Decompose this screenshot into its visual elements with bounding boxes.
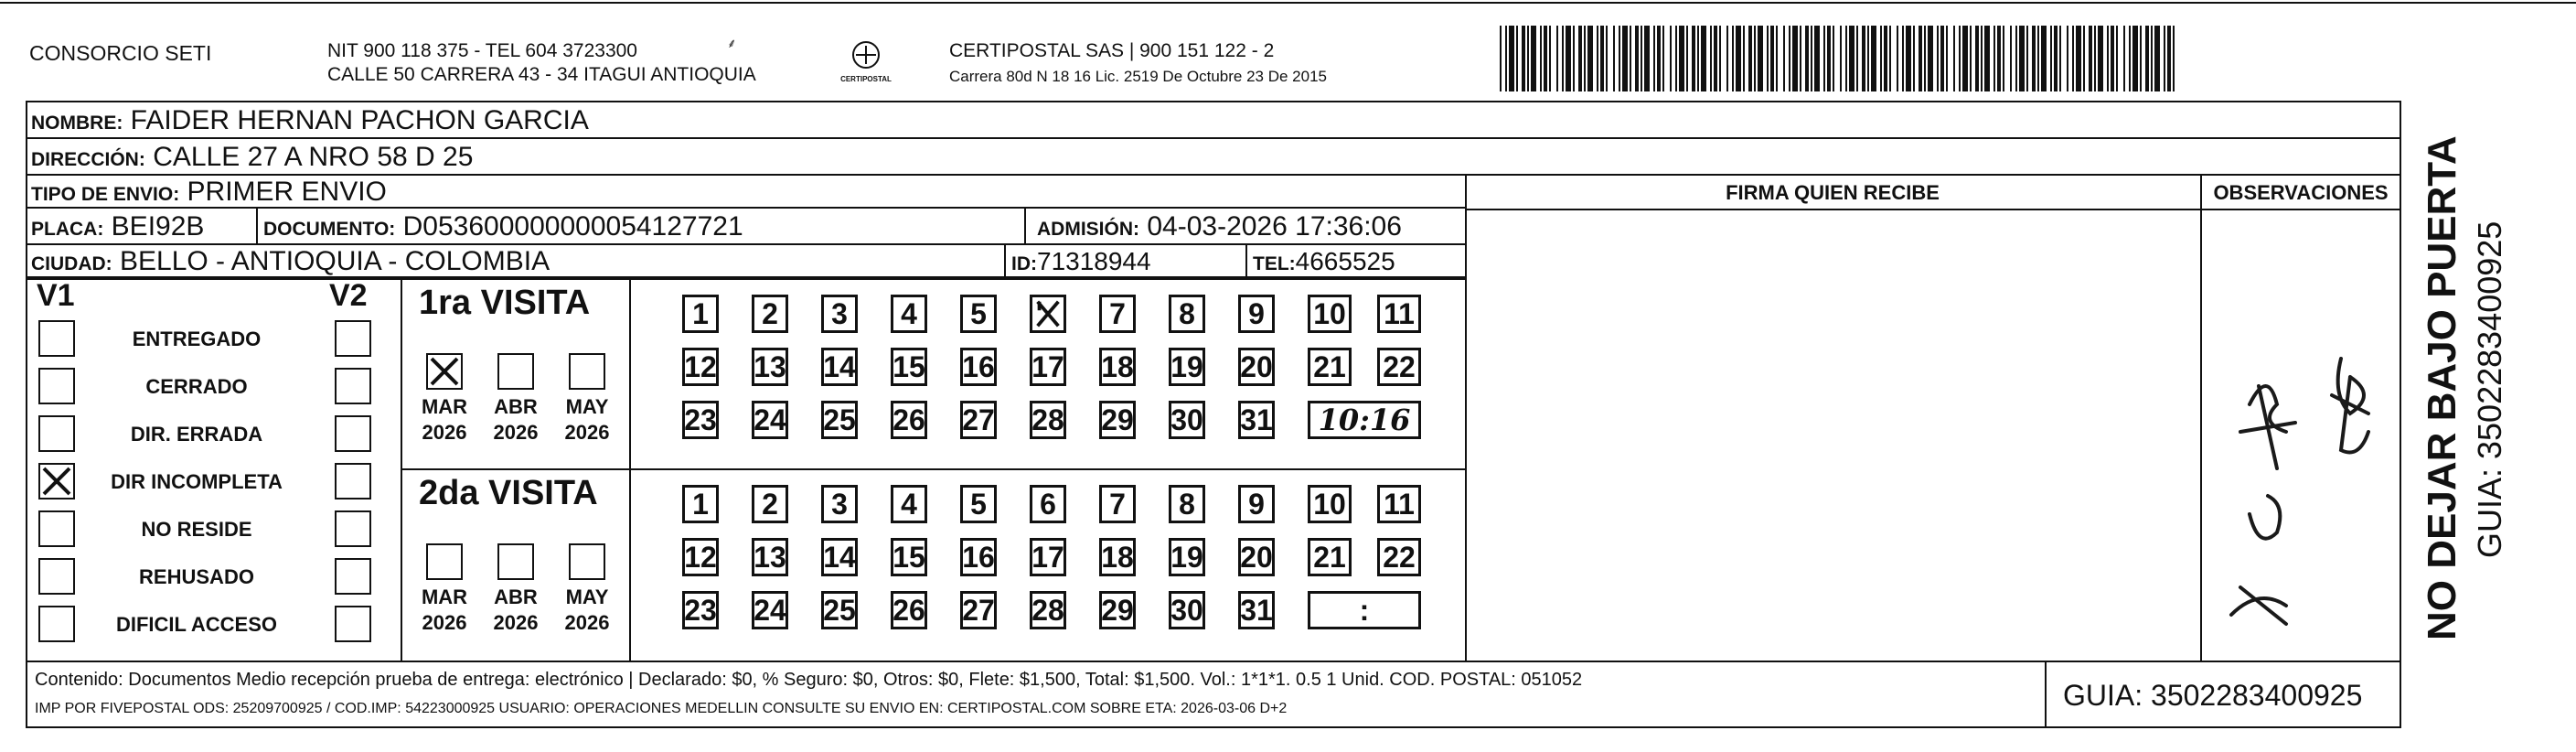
day-box[interactable] — [821, 348, 858, 386]
v1-checkbox[interactable] — [38, 415, 75, 452]
observaciones-header: OBSERVACIONES — [2213, 181, 2389, 204]
day-box[interactable] — [1030, 401, 1066, 439]
year-label: 2026 — [564, 421, 610, 444]
status-option-label: NO RESIDE — [141, 518, 252, 541]
month-label: ABR — [494, 395, 538, 418]
day-number: 26 — [893, 594, 925, 627]
documento-cell — [256, 209, 743, 245]
day-box[interactable] — [891, 538, 927, 576]
month-checkbox[interactable] — [426, 353, 463, 390]
row-nombre — [27, 102, 2400, 139]
day-box[interactable] — [752, 348, 788, 386]
day-number: 13 — [754, 350, 786, 383]
v1-checkbox[interactable] — [38, 558, 75, 595]
day-box[interactable] — [1238, 295, 1275, 333]
v2-checkbox[interactable] — [335, 463, 371, 500]
day-box[interactable] — [682, 295, 719, 333]
company-name: CONSORCIO SETI — [29, 41, 212, 65]
v2-label: V2 — [329, 278, 368, 313]
month-checkbox[interactable] — [569, 543, 605, 580]
tel-value: 4665525 — [1295, 247, 1395, 275]
nombre-value: FAIDER HERNAN PACHON GARCIA — [130, 105, 589, 135]
day-number: 20 — [1240, 541, 1273, 574]
ciudad-label: CIUDAD: — [31, 253, 112, 274]
status-option-label: DIR. ERRADA — [130, 423, 263, 446]
admision-cell — [1024, 209, 1402, 245]
year-label: 2026 — [564, 611, 610, 634]
id-label: ID: — [1011, 253, 1037, 274]
logo-text: CERTIPOSTAL — [840, 75, 892, 83]
time-box[interactable] — [1308, 401, 1421, 439]
day-number: 24 — [754, 594, 786, 627]
day-number: 19 — [1170, 350, 1203, 383]
footer-rule — [27, 661, 2400, 662]
day-number: 26 — [893, 403, 925, 436]
certipostal-logo — [834, 38, 898, 90]
v2-checkbox[interactable] — [335, 606, 371, 642]
v2-checkbox[interactable] — [335, 320, 371, 357]
day-number: 9 — [1248, 488, 1265, 521]
month-checkbox[interactable] — [426, 543, 463, 580]
day-box[interactable] — [752, 401, 788, 439]
day-number: 1 — [692, 488, 709, 521]
day-box[interactable] — [1238, 591, 1275, 629]
day-number: 15 — [893, 541, 925, 574]
day-box[interactable] — [1308, 538, 1352, 576]
day-number: 18 — [1101, 541, 1134, 574]
side-guia: GUIA: 3502283400925 — [2471, 220, 2508, 558]
day-box[interactable] — [1238, 485, 1275, 523]
month-label: MAR — [421, 395, 468, 418]
v1-checkbox[interactable] — [38, 463, 75, 500]
day-number: 12 — [684, 541, 717, 574]
documento-label: DOCUMENTO: — [263, 219, 396, 240]
day-box[interactable] — [752, 295, 788, 333]
status-option-label: REHUSADO — [139, 565, 254, 588]
day-number: 31 — [1240, 594, 1273, 627]
day-box[interactable] — [752, 591, 788, 629]
placa-label: PLACA: — [31, 219, 104, 240]
day-box[interactable] — [1308, 295, 1352, 333]
year-label: 2026 — [493, 611, 539, 634]
day-box[interactable] — [1238, 348, 1275, 386]
day-number: 16 — [962, 350, 995, 383]
day-box[interactable] — [1169, 591, 1205, 629]
year-label: 2026 — [493, 421, 539, 444]
day-box[interactable] — [1169, 538, 1205, 576]
admision-label: ADMISIÓN: — [1037, 219, 1139, 240]
tipo-label: TIPO DE ENVIO: — [31, 184, 180, 205]
month-checkbox[interactable] — [497, 353, 534, 390]
day-number: 29 — [1101, 594, 1134, 627]
day-box[interactable] — [1377, 348, 1421, 386]
year-label: 2026 — [422, 421, 467, 444]
day-box[interactable] — [891, 348, 927, 386]
day-box[interactable] — [1099, 295, 1136, 333]
day-box-marked[interactable] — [1030, 295, 1066, 333]
v1-checkbox[interactable] — [38, 320, 75, 357]
day-number: 16 — [962, 541, 995, 574]
day-number: 8 — [1179, 297, 1195, 330]
footer-guia: GUIA: 3502283400925 — [2063, 679, 2363, 712]
main-frame — [26, 101, 2401, 728]
small-mark-icon: ⸙ — [727, 36, 737, 50]
direccion-label: DIRECCIÓN: — [31, 149, 145, 170]
row-tipo — [27, 176, 1465, 209]
day-number: 2 — [762, 297, 778, 330]
day-box[interactable] — [682, 485, 719, 523]
day-number: 3 — [831, 488, 848, 521]
day-number: 29 — [1101, 403, 1134, 436]
day-number: 25 — [823, 403, 856, 436]
day-box[interactable] — [1099, 485, 1136, 523]
id-cell — [1004, 245, 1151, 278]
year-label: 2026 — [422, 611, 467, 634]
day-box[interactable] — [1308, 348, 1352, 386]
direccion-value: CALLE 27 A NRO 58 D 25 — [153, 142, 474, 172]
day-number: 8 — [1179, 488, 1195, 521]
day-box[interactable] — [1030, 485, 1066, 523]
visit-title: 1ra VISITA — [419, 284, 591, 322]
day-number: 15 — [893, 350, 925, 383]
firma-divider — [1465, 176, 1467, 661]
day-box[interactable] — [960, 538, 997, 576]
day-box[interactable] — [1099, 538, 1136, 576]
day-box[interactable] — [821, 295, 858, 333]
day-number: 13 — [754, 541, 786, 574]
day-number: 11 — [1384, 297, 1415, 330]
v2-checkbox[interactable] — [335, 558, 371, 595]
day-number: 9 — [1248, 297, 1265, 330]
day-number: 2 — [762, 488, 778, 521]
tel-cell — [1245, 245, 1395, 278]
day-box[interactable] — [891, 401, 927, 439]
day-number: 20 — [1240, 350, 1273, 383]
day-number: 21 — [1313, 541, 1346, 574]
day-number: 27 — [962, 594, 995, 627]
placa-value: BEI92B — [111, 211, 205, 242]
v1-label: V1 — [37, 278, 75, 313]
footer-guia-divider — [2045, 661, 2047, 726]
day-box[interactable] — [1377, 485, 1421, 523]
side-warning: NO DEJAR BAJO PUERTA — [2420, 135, 2464, 640]
day-box[interactable] — [821, 538, 858, 576]
day-number: 19 — [1170, 541, 1203, 574]
day-number: 22 — [1383, 350, 1416, 383]
v2-checkbox[interactable] — [335, 510, 371, 547]
day-box[interactable] — [682, 591, 719, 629]
time-box[interactable] — [1308, 591, 1421, 629]
day-box[interactable] — [1169, 401, 1205, 439]
observaciones-divider — [2200, 176, 2202, 661]
day-box[interactable] — [682, 538, 719, 576]
grid-top-rule — [27, 278, 1465, 280]
day-box[interactable] — [960, 485, 997, 523]
status-option-label: DIR INCOMPLETA — [111, 470, 283, 493]
day-number: 28 — [1031, 403, 1064, 436]
operator-address: Carrera 80d N 18 16 Lic. 2519 De Octubre 23 De 2015 — [949, 68, 1327, 85]
day-box[interactable] — [960, 591, 997, 629]
v2-checkbox[interactable] — [335, 368, 371, 404]
day-number: 5 — [970, 297, 987, 330]
day-number: 12 — [684, 350, 717, 383]
day-number: 7 — [1109, 297, 1126, 330]
day-box[interactable] — [1238, 401, 1275, 439]
day-box[interactable] — [1099, 348, 1136, 386]
month-label: MAY — [565, 395, 609, 418]
v2-checkbox[interactable] — [335, 415, 371, 452]
firma-header-rule — [1465, 209, 2400, 210]
day-number: 24 — [754, 403, 786, 436]
day-box[interactable] — [1238, 538, 1275, 576]
tel-label: TEL: — [1253, 253, 1296, 274]
day-number: 21 — [1313, 350, 1346, 383]
day-number: 30 — [1170, 403, 1203, 436]
operator-name: CERTIPOSTAL SAS | 900 151 122 - 2 — [949, 40, 1275, 61]
visit-title: 2da VISITA — [419, 474, 598, 512]
status-option-label: DIFICIL ACCESO — [115, 613, 277, 636]
id-value: 71318944 — [1037, 247, 1151, 275]
day-number: 23 — [684, 403, 717, 436]
day-number: 18 — [1101, 350, 1134, 383]
day-box[interactable] — [960, 401, 997, 439]
day-number: 17 — [1031, 541, 1064, 574]
barcode — [1500, 26, 2181, 91]
day-number: 31 — [1240, 403, 1273, 436]
footer-line-1: Contenido: Documentos Medio recepción prueba de entrega: electrónico | Declarado: $0, % Seguro: $0, Otros: $0, Flete: $1,500, Total: $1,500. Vol.: 1*1*1. 0.5 1 Unid. COD. POSTAL: 051052 — [35, 670, 1583, 690]
v1-checkbox[interactable] — [38, 606, 75, 642]
documento-value: D053600000000054127721 — [402, 211, 743, 242]
day-number: 14 — [823, 350, 856, 383]
v1-checkbox[interactable] — [38, 368, 75, 404]
day-box[interactable] — [1308, 485, 1352, 523]
day-box[interactable] — [891, 485, 927, 523]
day-number: 28 — [1031, 594, 1064, 627]
day-box[interactable] — [821, 485, 858, 523]
day-number: 27 — [962, 403, 995, 436]
v1-checkbox[interactable] — [38, 510, 75, 547]
status-option-label: ENTREGADO — [132, 328, 262, 350]
day-number: 25 — [823, 594, 856, 627]
day-box[interactable] — [1169, 295, 1205, 333]
day-number: 11 — [1384, 488, 1415, 521]
day-number: 6 — [1040, 488, 1056, 521]
day-number: 1 — [692, 297, 709, 330]
day-box[interactable] — [682, 401, 719, 439]
day-box[interactable] — [1377, 538, 1421, 576]
day-number: 4 — [901, 488, 917, 521]
tipo-value: PRIMER ENVIO — [187, 177, 387, 207]
day-box[interactable] — [821, 591, 858, 629]
status-option-label: CERRADO — [145, 375, 248, 398]
day-box[interactable] — [960, 295, 997, 333]
day-box[interactable] — [1030, 591, 1066, 629]
day-box[interactable] — [891, 591, 927, 629]
day-box[interactable] — [752, 538, 788, 576]
admision-value: 04-03-2026 17:36:06 — [1147, 211, 1402, 242]
handwritten-observation — [2213, 331, 2396, 661]
month-checkbox[interactable] — [497, 543, 534, 580]
month-label: MAY — [565, 585, 609, 608]
day-number: 23 — [684, 594, 717, 627]
ciudad-value: BELLO - ANTIOQUIA - COLOMBIA — [120, 246, 550, 276]
day-box[interactable] — [1099, 591, 1136, 629]
day-box[interactable] — [1169, 485, 1205, 523]
day-box[interactable] — [1030, 348, 1066, 386]
visit-divider — [401, 468, 1465, 470]
day-box[interactable] — [752, 485, 788, 523]
day-box[interactable] — [960, 348, 997, 386]
day-box[interactable] — [1377, 295, 1421, 333]
firma-header: FIRMA QUIEN RECIBE — [1726, 181, 1940, 204]
time-value: 10:16 — [1318, 403, 1411, 437]
row-direccion — [27, 139, 2400, 176]
day-box[interactable] — [1030, 538, 1066, 576]
day-number: 14 — [823, 541, 856, 574]
day-number: 10 — [1313, 488, 1346, 521]
footer-line-2: IMP POR FIVEPOSTAL ODS: 25209700925 / COD.IMP: 54223000925 USUARIO: OPERACIONES MEDELLIN CONSULTE SU ENVIO EN: CERTIPOSTAL.COM SOBRE ETA: 2026-03-06 D+2 — [35, 701, 1288, 716]
nombre-label: NOMBRE: — [31, 113, 123, 134]
day-box[interactable] — [891, 295, 927, 333]
day-number: 5 — [970, 488, 987, 521]
day-number: 10 — [1313, 297, 1346, 330]
top-rule — [0, 2, 2576, 4]
month-label: ABR — [494, 585, 538, 608]
month-checkbox[interactable] — [569, 353, 605, 390]
company-line-2: CALLE 50 CARRERA 43 - 34 ITAGUI ANTIOQUIA — [327, 64, 756, 85]
day-box[interactable] — [682, 348, 719, 386]
month-label: MAR — [421, 585, 468, 608]
day-box[interactable] — [1099, 401, 1136, 439]
day-number: 17 — [1031, 350, 1064, 383]
day-number: 4 — [901, 297, 917, 330]
day-number: 3 — [831, 297, 848, 330]
company-line-1: NIT 900 118 375 - TEL 604 3723300 — [327, 40, 637, 61]
day-number: 22 — [1383, 541, 1416, 574]
day-box[interactable] — [821, 401, 858, 439]
day-number: 7 — [1109, 488, 1126, 521]
day-box[interactable] — [1169, 348, 1205, 386]
time-value: : — [1359, 594, 1370, 627]
day-number: 30 — [1170, 594, 1203, 627]
